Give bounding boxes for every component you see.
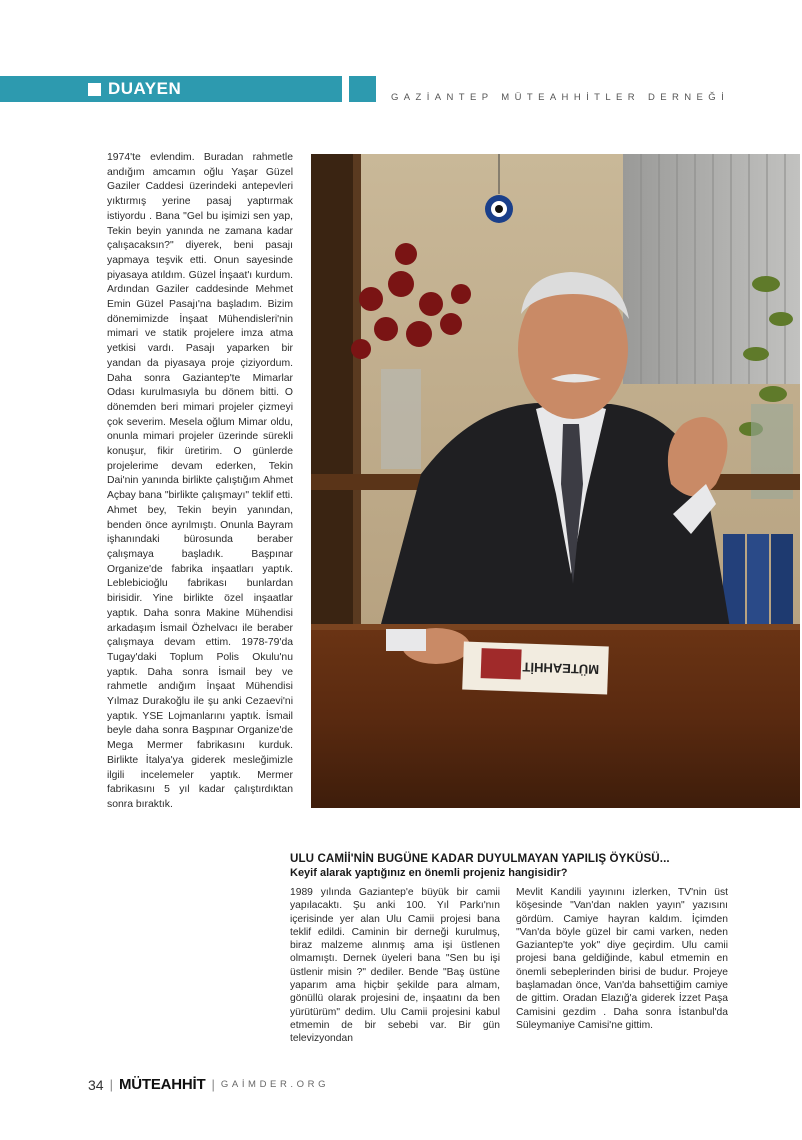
article-heading: ULU CAMİİ'NİN BUGÜNE KADAR DUYULMAYAN YAPILIŞ ÖYKÜSÜ...: [290, 852, 670, 865]
section-title: DUAYEN: [108, 79, 182, 98]
magazine-name: MÜTEAHHİT: [118, 1076, 206, 1093]
website-link[interactable]: GAİMDER.ORG: [220, 1079, 330, 1090]
square-icon: [88, 83, 101, 96]
article-column-1: 1989 yılında Gaziantep'e büyük bir camii yapılacaktı. Şu anki 100. Yıl Parkı'nın içerisinde yer alan Ulu Camii projesi bana teklif edildi. Caminin bir derneği kurulmuş, biraz malzeme alınmış ama işi üstlenen olmamıştı. Dernek üyeleri bana "Sen bu işi üstlenir misin ?" dediler. Bende "Baş üstüne yaparım ama hiçbir şekilde para almam, gönüllü olarak projesini de, inşaatını da ben yürütürüm" dedim. Ulu Camii projesini kabul etmemin de bir sebebi var. Bir gün televizyondan: [290, 887, 500, 1045]
header-accent-block: [349, 76, 376, 102]
page-footer: [88, 1076, 329, 1093]
portrait-photo: [311, 154, 800, 808]
footer-separator: |: [109, 1077, 113, 1092]
desk-magazine-title: MÜTEAHHİT: [522, 659, 600, 678]
footer-separator-2: |: [211, 1077, 215, 1092]
left-column-text: 1974'te evlendim. Buradan rahmetle andığım amcamın oğlu Yaşar Güzel Gaziler Caddesi üzerindeki antepevleri yıktırmış yerine pasaj yaptırmak istiyordu . Bana "Gel bu işimizi sen yap, Tekin beyin yanında ne zamana kadar çalışacaksın?" diyerek, beni pasajı yapmaya teşvik etti. Onun sayesinde piyasaya atıldım. Güzel İnşaat'ı kurdum. Ardından Gaziler caddesinde Mehmet Emin Güzel Pasajı'na başladım. Bizim dönemimizde İnşaat Mühendisleri'nin mimari ve statik projelere imza atma yetkisi vardı. Pasajı yaparken bir yandan da piyasaya proje çiziyordum. Daha sonra Gaziantep'te Mimarlar Odası kurulmasıyla bu dönem bitti. O dönemden beri mimari projeler çizmeyi çok severim. Mesela oğlum Mimar oldu, onunla mimari projeler üzerinde sürekli konuşur, fikir üretirim. O günlerde projelerime devam ederken, Tekin Dai'nin yanında birlikte çalıştığım Ahmet Açbay bana "birlikte çalışmayı" teklif etti. Ahmet bey, Tekin beyin yanından, benden önce ayrılmıştı. Onunla Bayram işhanındaki bürosunda beraber çalışmaya başladık. Başpınar Organize'de fabrika inşaatları yaptık. Leblebicioğlu fabrikası bunlardan birisidir. Yine birlikte özel inşaatlar yaptık. Daha sonra Makine Mühendisi arkadaşım İsmail Özhelvacı ile beraber çalışmaya devam ettim. 1978-79'da Tugay'daki Toplum Polis Okulu'nu yaptık. Daha sonra İsmail bey ve rahmetle andığım İnşaat Mühendisi Yılmaz Durakoğlu ile şu anki Cezaevi'ni yaptık. YSE Lojmanlarını yaptık. İsmail beyle daha sonra Başpınar Organize'de Mega Mermer fabrikasını kurduk. Birlikte İtalya'ya giderek mesleğimizle ilgili incelemeler yaptık. Mermer fabrikasını 5 yıl kadar çalıştırdıktan sonra bıraktık.: [107, 152, 293, 810]
association-name: GAZİANTEP MÜTEAHHİTLER DERNEĞİ: [391, 92, 730, 103]
page-number: 34: [88, 1076, 104, 1093]
section-header-bar: [0, 76, 342, 102]
article-question: Keyif alarak yaptığınız en önemli projeniz hangisidir?: [290, 867, 568, 879]
article-column-2: Mevlit Kandili yayınını izlerken, TV'nin üst köşesinde "Van'dan naklen yayın" yazısını gördüm. Camiye hayran kaldım. İçimden "Van'da böyle güzel bir cami varken, neden Gaziantep'te yok" diye geçirdim. Ulu camii projesi bana geldiğinde, kabul etmemin en önemli sebeplerinden birisi de budur. Projeye başlamadan önce, Van'da bahsettiğim camiye de gittim. Oradan Elazığ'a giderek İzzet Paşa Camisini gezdim . Daha sonra İstanbul'da Süleymaniye Camisi'ne gittim.: [516, 887, 728, 1031]
